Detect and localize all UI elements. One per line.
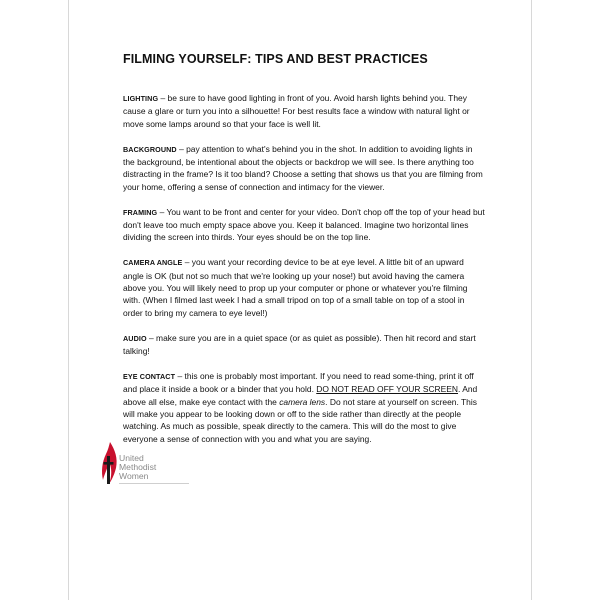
section-heading: AUDIO [123,333,147,343]
section-audio [123,332,485,358]
logo-line: United [119,453,144,463]
section-text: – You want to be front and center for your video. Don't chop off the top of your head but don't leave too much empty space above you. Keep it balanced. Imagine two horizontal lines dividing the screen into thirds. Your eyes should be on the top line. [123,206,485,243]
section-heading: BACKGROUND [123,144,177,154]
logo-tagline-rule [119,483,189,484]
section-text: . And above all else, make eye contact with the [123,384,478,407]
emphasis-italic: camera lens [279,396,326,407]
document-body [123,52,485,458]
section-framing [123,206,485,244]
section-text: – make sure you are in a quiet space (or as quiet as possible). Then hit record and start talking! [123,332,476,357]
logo-line: Methodist [119,461,157,472]
section-lighting [123,92,485,130]
section-text: – you want your recording device to be at eye level. A little bit of an upward angle is OK (but not so much that we're looking up your nose!) but avoid having the camera above you. You will likely need to prop up your computer or phone or whatever you're filming with. (When I filmed last week I had a small tripod on top of a small table on top of a stool in order to bring my camera to eye level!) [123,257,468,318]
section-heading: EYE CONTACT [123,371,176,381]
section-heading: LIGHTING [123,94,159,103]
page-title: FILMING YOURSELF: TIPS AND BEST PRACTICES [123,52,428,66]
section-eye-contact [123,370,485,445]
section-text: – pay attention to what's behind you in the shot. In addition to avoiding lights in the background, be intentional about the objects or backdrop we will see. Is there anything too distracting in the frame? Is it too bland? Choose a setting that shows us that you are filming from your home, offering a sense of connection and intimacy for the viewer. [123,143,483,192]
section-text: . Do not stare at yourself on screen. This will make you appear to be looking down or off to the side rather than directly at the people watching. As much as possible, speak directly to the camera. This will do the most to give everyone a sense of connection with you and what you are saying. [123,396,477,444]
section-text: – this one is probably most important. If you need to read some-thing, print it off and place it inside a book or a binder that you hold. [123,370,474,395]
logo-wordmark [119,454,156,480]
document-page [68,0,532,600]
section-camera-angle [123,256,485,319]
cross-and-flame-icon [99,440,121,486]
section-heading: FRAMING [123,207,158,217]
logo-line: Women [119,470,149,481]
united-methodist-women-logo [99,440,209,500]
section-text: – be sure to have good lighting in front of you. Avoid harsh lights behind you. They cause a glare or turn you into a silhouette! For best results face a window with natural light or move some lamps around so that your face is well lit. [123,93,470,129]
section-heading: CAMERA ANGLE [123,258,183,268]
section-background [123,143,485,194]
emphasis-underlined: DO NOT READ OFF YOUR SCREEN [316,384,459,395]
